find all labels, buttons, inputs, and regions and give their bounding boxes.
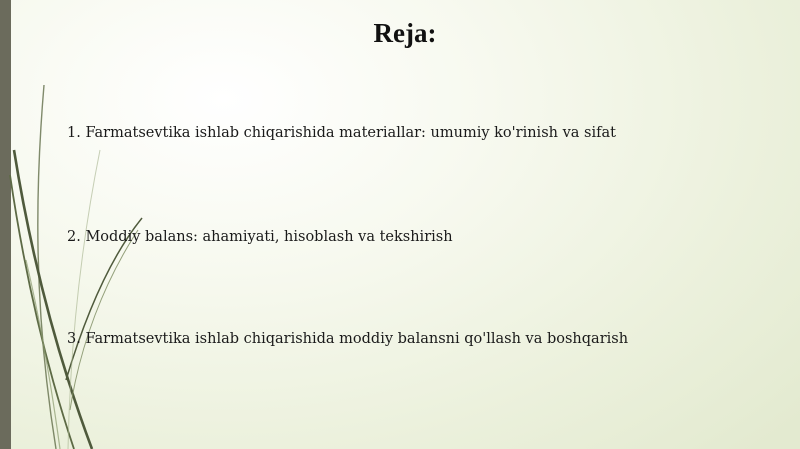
plan-item-3: 3. Farmatsevtika ishlab chiqarishida moddiy balansni qo'llash va boshqarish xyxy=(67,331,629,347)
plan-item-2: 2. Moddiy balans: ahamiyati, hisoblash va tekshirish xyxy=(67,229,453,245)
slide-title: Reja: xyxy=(373,18,437,48)
grass-stems-decoration xyxy=(0,0,200,449)
plan-item-1: 1. Farmatsevtika ishlab chiqarishida materiallar: umumiy ko'rinish va sifat xyxy=(67,125,616,141)
